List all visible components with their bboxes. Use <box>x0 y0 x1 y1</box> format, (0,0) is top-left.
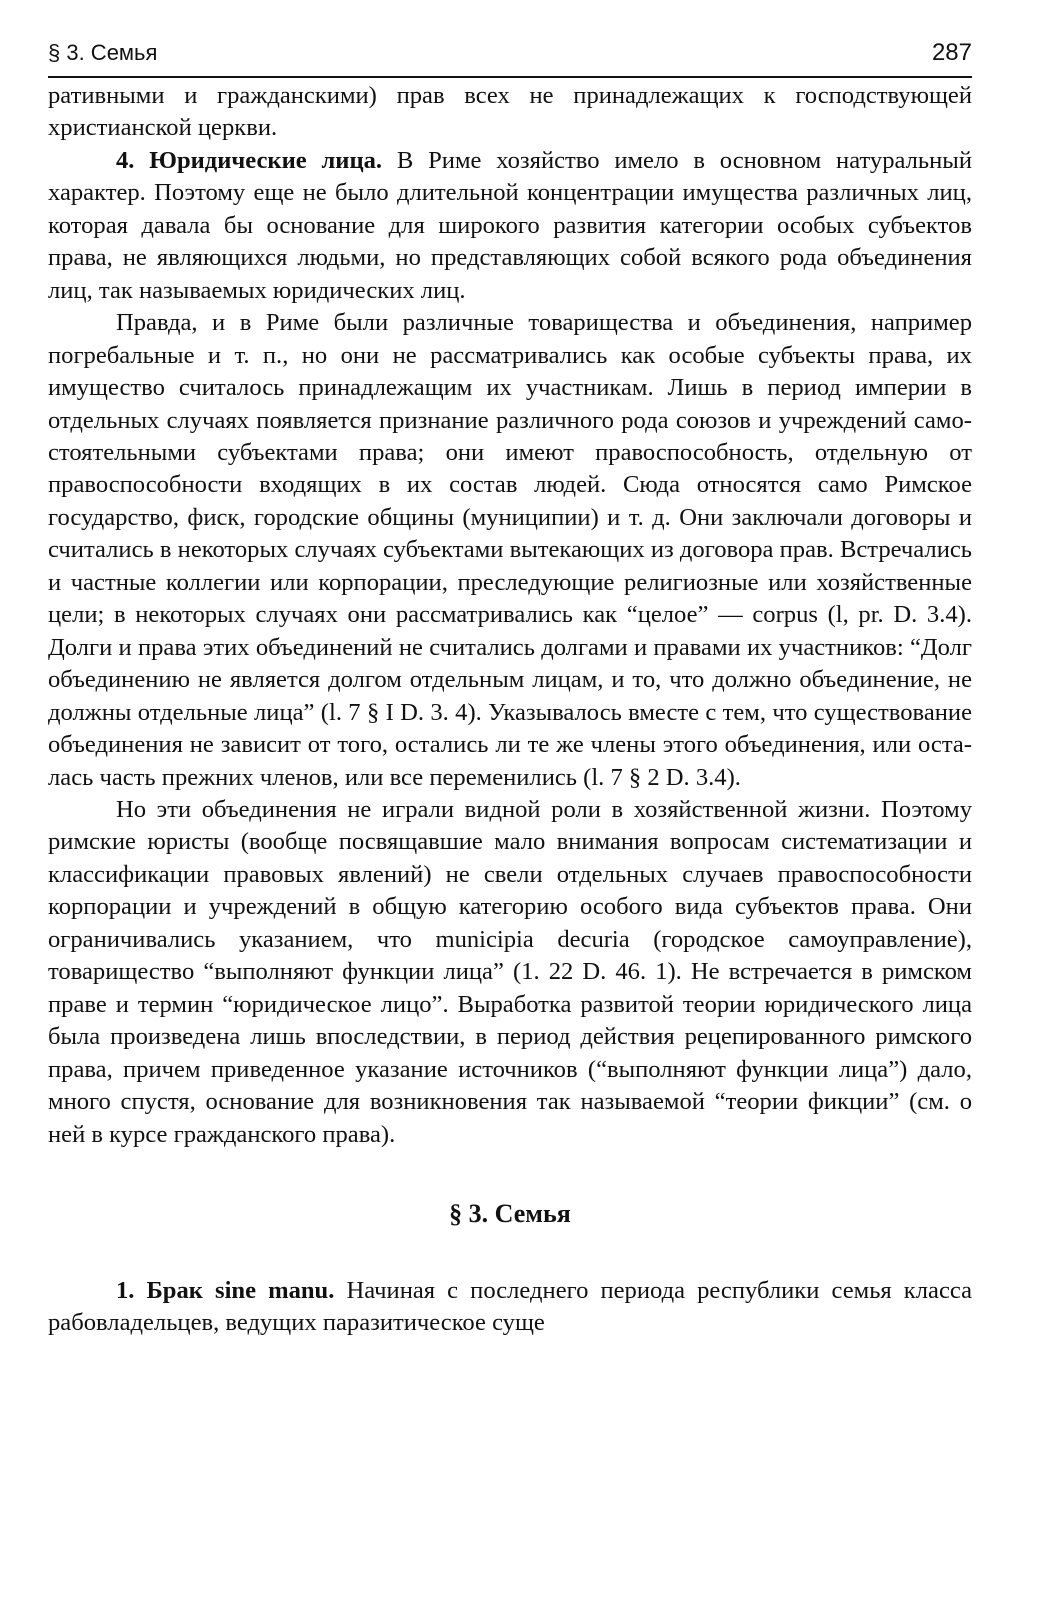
page-number: 287 <box>931 39 972 66</box>
paragraph-continuation <box>48 80 972 145</box>
paragraph-text: Но эти объединения не играли видной роли в хозяйственной жизни. Поэтому римские юристы (вообще посвящавшие мало внимания вопросам систематизации и классификации правовых явлений) не свели отдельных случаев правоспособности корпорации и учреждений в общую категорию особого вида субъектов права. Они ограничивались указанием, что municipia decuria (городское самоуправление), товарищество “выполняют функции лица” (1. 22 D. 46. 1). Не встречается в римском праве и термин “юридическое лицо”. Выработка развитой теории юридического лица была произведена лишь впоследствии, в период действия рецепированного римского права, причем приведенное указание источников (“выполняют функции лица”) дало, много спустя, основание для возникновения так называемой “теории фикции” (см. о ней в курсе гражданского права). <box>48 795 972 1148</box>
book-page <box>48 36 972 1340</box>
paragraph-text: Начиная с последнего периода республики семья класса рабовладельцев, ведущих паразитическое суще <box>48 1276 972 1337</box>
running-title: § 3. Семья <box>48 40 158 65</box>
paragraph-text: В Риме хозяйство имело в основном натуральный характер. Поэтому еще не было длительной концентрации имущества различных лиц, которая давала бы основание для широкого развития категории особых субъектов права, не являющихся людьми, но представляющих собой всякого рода объединения лиц, так называемых юридических лиц. <box>48 146 972 304</box>
paragraph-text: ративными и гражданскими) прав всех не принадлежащих к господствующей христианской церкви. <box>48 82 972 142</box>
paragraph-lead: 4. Юридические лица. <box>116 146 383 174</box>
paragraph-marriage <box>48 1275 972 1340</box>
body-text <box>48 80 972 1340</box>
running-head <box>48 36 972 78</box>
paragraph-jurists <box>48 794 972 1151</box>
paragraph-associations <box>48 307 972 794</box>
paragraph-lead: 1. Брак sine manu. <box>116 1276 335 1304</box>
paragraph-legal-entities <box>48 145 972 307</box>
section-heading: § 3. Семья <box>449 1198 571 1228</box>
paragraph-text: Правда, и в Риме были различные товарищества и объединения, например погребальные и т. п., но они не рассматривались как особые субъекты права, их имущество считалось принадлежащим их участникам. Лишь в период империи в отдельных случаях появляется признание различного рода союзов и учреждений самостоятельными субъектами права; они имеют правоспособность, отдельную от правоспособности входящих в их состав людей. Сюда относятся само Римское государство, фиск, городские общины (муниципии) и т. д. Они заключали договоры и считались в некоторых случаях субъектами вытекающих из договора прав. Встречались и частные коллегии или корпорации, преследующие религиозные или хозяйственные цели; в некоторых случаях они рассматривались как “целое” — corpus (l, pr. D. 3.4). Долги и права этих объединений не считались долгами и правами их участников: “Долг объединению не является долгом отдельным лицам, и то, что должно объединение, не должны отдельные лица” (l. 7 § I D. 3. 4). Указывалось вместе с тем, что существование объединения не зависит от того, остались ли те же члены этого объединения, или осталась часть прежних членов, или все переменились (l. 7 § 2 D. 3.4). <box>48 309 972 791</box>
